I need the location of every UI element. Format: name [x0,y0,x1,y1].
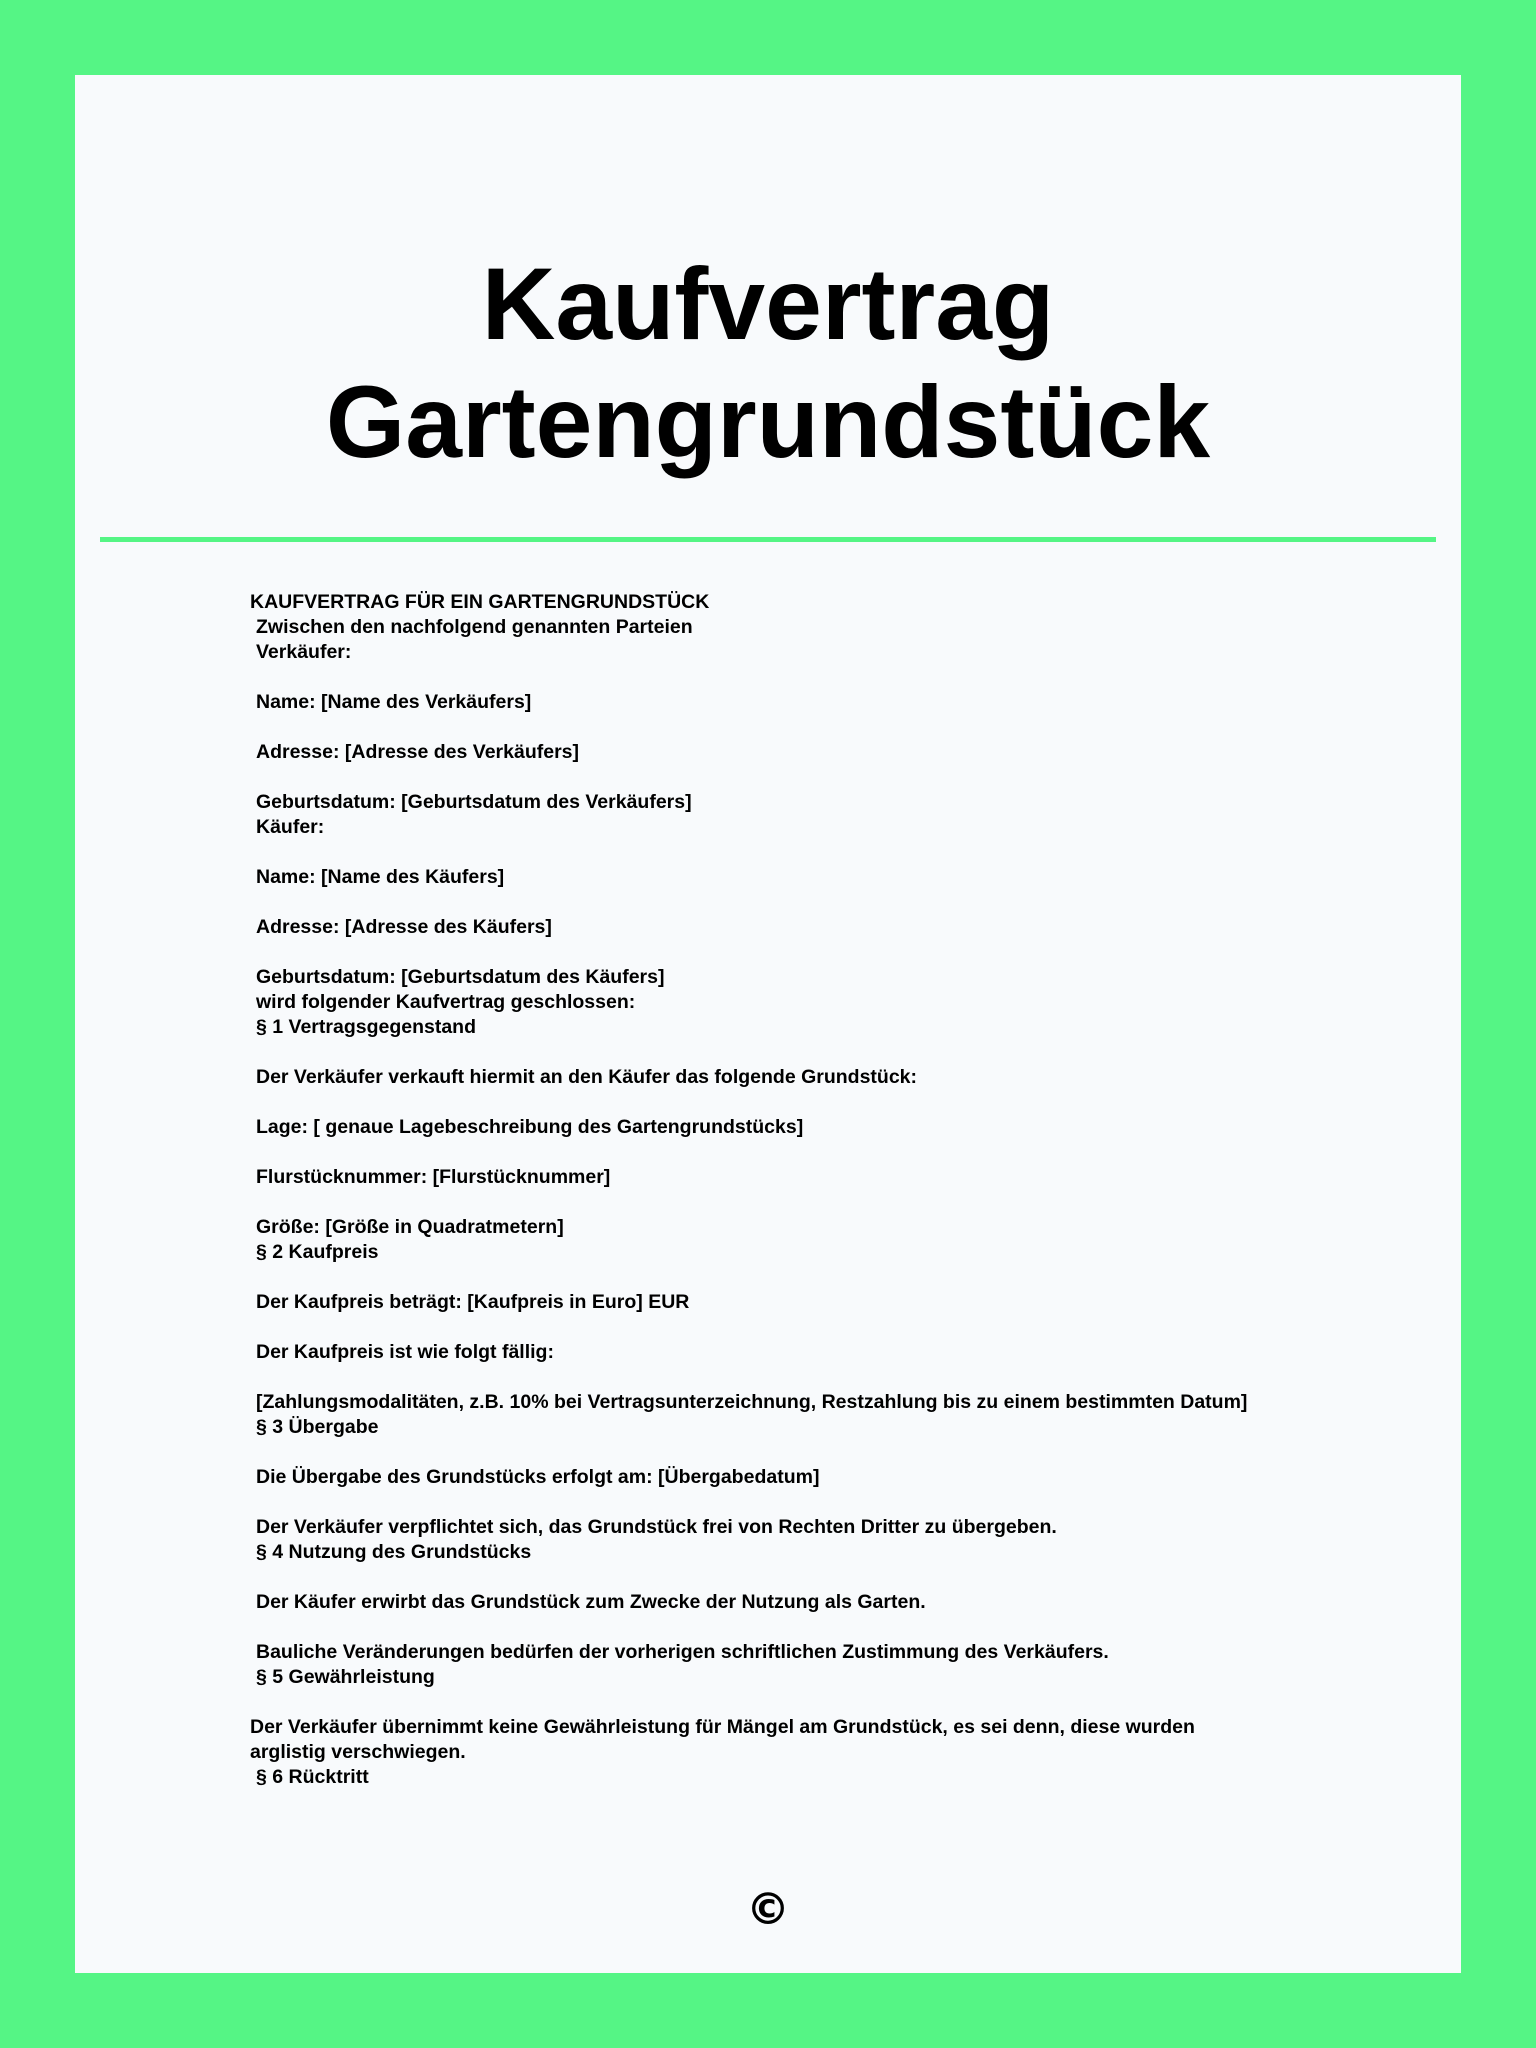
blank-line [250,1090,1370,1115]
blank-line [250,1565,1370,1590]
blank-line [250,1190,1370,1215]
title-line-2: Gartengrundstück [325,365,1211,479]
blank-line [250,1040,1370,1065]
copyright-symbol: © [746,1884,790,1935]
seller-birthdate: Geburtsdatum: [Geburtsdatum des Verkäufers] [256,791,692,813]
blank-line [250,665,1370,690]
section-6-title: § 6 Rücktritt [256,1766,369,1788]
section-5-title: § 5 Gewährleistung [256,1666,435,1688]
buyer-birthdate: Geburtsdatum: [Geburtsdatum des Käufers] [256,966,665,988]
section-1-title: § 1 Vertragsgegenstand [256,1016,477,1038]
section-1-paragraph: Lage: [ genaue Lagebeschreibung des Gartengrundstücks] [256,1116,804,1138]
document-title [75,245,1461,481]
title-line-1: Kaufvertrag [481,247,1055,361]
section-2-title: § 2 Kaufpreis [256,1241,379,1263]
blank-line [250,1265,1370,1290]
section-1-paragraph: Flurstücknummer: [Flurstücknummer] [256,1166,611,1188]
blank-line [250,1490,1370,1515]
section-3-title: § 3 Übergabe [256,1416,379,1438]
contract-body [250,590,1370,1790]
blank-line [250,1315,1370,1340]
section-1-paragraph: Der Verkäufer verkauft hiermit an den Käufer das folgende Grundstück: [256,1066,918,1088]
blank-line [250,715,1370,740]
blank-line [250,1140,1370,1165]
contract-heading: KAUFVERTRAG FÜR EIN GARTENGRUNDSTÜCK [250,591,710,613]
buyer-address: Adresse: [Adresse des Käufers] [256,916,552,938]
section-4-paragraph: Der Käufer erwirbt das Grundstück zum Zwecke der Nutzung als Garten. [256,1591,926,1613]
seller-name: Name: [Name des Verkäufers] [256,691,532,713]
section-3-paragraph: Die Übergabe des Grundstücks erfolgt am: [Übergabedatum] [256,1466,820,1488]
blank-line [250,1365,1370,1390]
blank-line [250,1615,1370,1640]
section-2-paragraph: [Zahlungsmodalitäten, z.B. 10% bei Vertragsunterzeichnung, Restzahlung bis zu einem bestimmten Datum] [256,1391,1248,1413]
seller-label: Verkäufer: [256,641,352,663]
section-5-paragraph: Der Verkäufer übernimmt keine Gewährleistung für Mängel am Grundstück, es sei denn, diese wurden arglistig verschwiegen. [250,1716,1195,1763]
section-4-paragraph: Bauliche Veränderungen bedürfen der vorherigen schriftlichen Zustimmung des Verkäufers. [256,1641,1109,1663]
blank-line [250,940,1370,965]
document-page [75,75,1461,1973]
blank-line [250,1690,1370,1715]
section-4-title: § 4 Nutzung des Grundstücks [256,1541,532,1563]
blank-line [250,1440,1370,1465]
seller-address: Adresse: [Adresse des Verkäufers] [256,741,579,763]
intro-text: Zwischen den nachfolgend genannten Parteien [256,616,693,638]
buyer-name: Name: [Name des Käufers] [256,866,505,888]
blank-line [250,765,1370,790]
concluded-text: wird folgender Kaufvertrag geschlossen: [256,991,636,1013]
title-divider [100,537,1436,542]
section-2-paragraph: Der Kaufpreis ist wie folgt fällig: [256,1341,554,1363]
section-2-paragraph: Der Kaufpreis beträgt: [Kaufpreis in Euro] EUR [256,1291,690,1313]
section-3-paragraph: Der Verkäufer verpflichtet sich, das Grundstück frei von Rechten Dritter zu übergeben. [256,1516,1057,1538]
blank-line [250,840,1370,865]
buyer-label: Käufer: [256,816,325,838]
section-1-paragraph: Größe: [Größe in Quadratmetern] [256,1216,564,1238]
blank-line [250,890,1370,915]
